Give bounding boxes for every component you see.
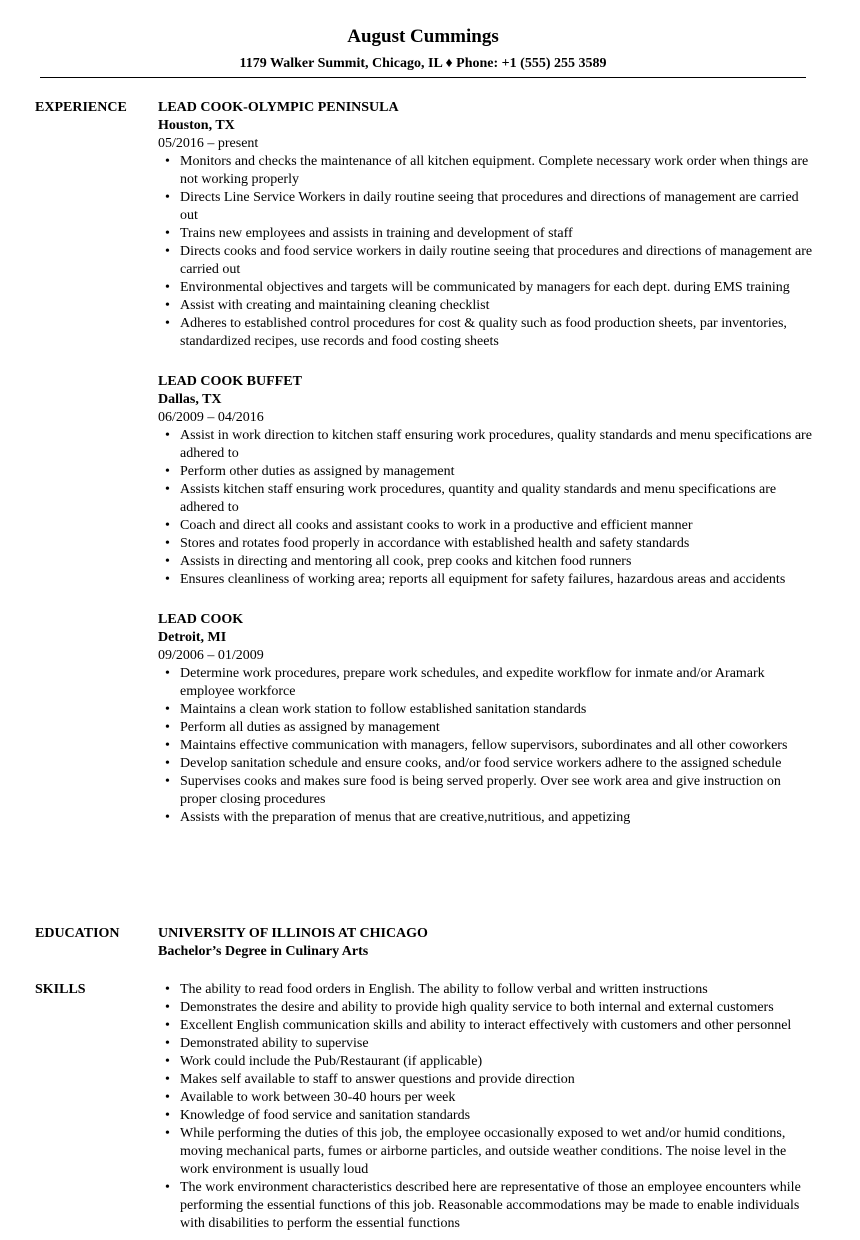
list-item: • Knowledge of food service and sanitation standards: [158, 1107, 818, 1125]
skills-list-wrapper: [158, 981, 818, 1233]
list-item: • Develop sanitation schedule and ensure cooks, and/or food service workers adhere to the assigned schedule: [158, 755, 818, 773]
resume-header: [0, 24, 846, 73]
job-location: Dallas, TX: [158, 392, 222, 407]
list-item: • Demonstrates the desire and ability to provide high quality service to both internal and external customers: [158, 999, 818, 1017]
job-duties: [158, 665, 818, 827]
list-item: • Stores and rotates food properly in accordance with established health and safety standards: [158, 535, 818, 553]
job-entry: [158, 373, 818, 589]
list-item: • While performing the duties of this job, the employee occasionally exposed to wet and/or humid conditions, moving mechanical parts, fumes or airborne particles, and outside weather conditions. The noise level in the work environment is usually loud: [158, 1125, 818, 1179]
header-divider: [40, 77, 806, 78]
list-item: • Ensures cleanliness of working area; reports all equipment for safety failures, hazardous areas and accidents: [158, 571, 818, 589]
contact-line: 1179 Walker Summit, Chicago, IL ♦ Phone: +1 (555) 255 3589: [239, 56, 607, 71]
candidate-name: August Cummings: [347, 26, 499, 47]
list-item: • Maintains effective communication with managers, fellow supervisors, subordinates and all other coworkers: [158, 737, 818, 755]
skills-list: [158, 981, 818, 1233]
list-item: • Assist in work direction to kitchen staff ensuring work procedures, quality standards and menu specifications are adhered to: [158, 427, 818, 463]
list-item: • Monitors and checks the maintenance of all kitchen equipment. Complete necessary work order when things are not working properly: [158, 153, 818, 189]
list-item: • Demonstrated ability to supervise: [158, 1035, 818, 1053]
job-entry: [158, 99, 818, 351]
list-item: • Supervises cooks and makes sure food is being served properly. Over see work area and give instruction on proper closing procedures: [158, 773, 818, 809]
list-item: • Trains new employees and assists in training and development of staff: [158, 225, 818, 243]
list-item: • The ability to read food orders in English. The ability to follow verbal and written instructions: [158, 981, 818, 999]
list-item: • Directs Line Service Workers in daily routine seeing that procedures and directions of management are carried out: [158, 189, 818, 225]
list-item: • Available to work between 30-40 hours per week: [158, 1089, 818, 1107]
job-title: LEAD COOK BUFFET: [158, 374, 302, 389]
job-title: LEAD COOK-OLYMPIC PENINSULA: [158, 100, 399, 115]
list-item: • Maintains a clean work station to follow established sanitation standards: [158, 701, 818, 719]
list-item: • Environmental objectives and targets will be communicated by managers for each dept. during EMS training: [158, 279, 818, 297]
school-name: UNIVERSITY OF ILLINOIS AT CHICAGO: [158, 926, 428, 941]
section-label-education: EDUCATION: [35, 926, 120, 941]
experience-list: [158, 99, 818, 849]
job-dates: 09/2006 – 01/2009: [158, 648, 264, 663]
job-location: Detroit, MI: [158, 630, 227, 645]
list-item: • Adheres to established control procedures for cost & quality such as food production sheets, par inventories, standardized recipes, use records and food costing sheets: [158, 315, 818, 351]
job-duties: [158, 427, 818, 589]
list-item: • Determine work procedures, prepare work schedules, and expedite workflow for inmate and/or Aramark employee workforce: [158, 665, 818, 701]
list-item: • Directs cooks and food service workers in daily routine seeing that procedures and directions of management are carried out: [158, 243, 818, 279]
degree: Bachelor’s Degree in Culinary Arts: [158, 944, 369, 959]
section-label-skills: SKILLS: [35, 982, 86, 997]
list-item: • Work could include the Pub/Restaurant (if applicable): [158, 1053, 818, 1071]
list-item: • Assist with creating and maintaining cleaning checklist: [158, 297, 818, 315]
job-dates: 06/2009 – 04/2016: [158, 410, 264, 425]
education-entry: [158, 925, 818, 961]
job-dates: 05/2016 – present: [158, 136, 259, 151]
list-item: • Assists in directing and mentoring all cook, prep cooks and kitchen food runners: [158, 553, 818, 571]
list-item: • Perform other duties as assigned by management: [158, 463, 818, 481]
list-item: • Makes self available to staff to answer questions and provide direction: [158, 1071, 818, 1089]
list-item: • Assists with the preparation of menus that are creative,nutritious, and appetizing: [158, 809, 818, 827]
job-title: LEAD COOK: [158, 612, 244, 627]
job-location: Houston, TX: [158, 118, 235, 133]
list-item: • Excellent English communication skills and ability to interact effectively with customers and other personnel: [158, 1017, 818, 1035]
list-item: • Assists kitchen staff ensuring work procedures, quantity and quality standards and menu specifications are adhered to: [158, 481, 818, 517]
list-item: • Perform all duties as assigned by management: [158, 719, 818, 737]
section-label-experience: EXPERIENCE: [35, 100, 127, 115]
list-item: • The work environment characteristics described here are representative of those an employee encounters while performing the essential functions of this job. Reasonable accommodations may be made to enable individuals with disabilities to perform the essential functions: [158, 1179, 818, 1233]
job-duties: [158, 153, 818, 351]
list-item: • Coach and direct all cooks and assistant cooks to work in a productive and efficient manner: [158, 517, 818, 535]
job-entry: [158, 611, 818, 827]
